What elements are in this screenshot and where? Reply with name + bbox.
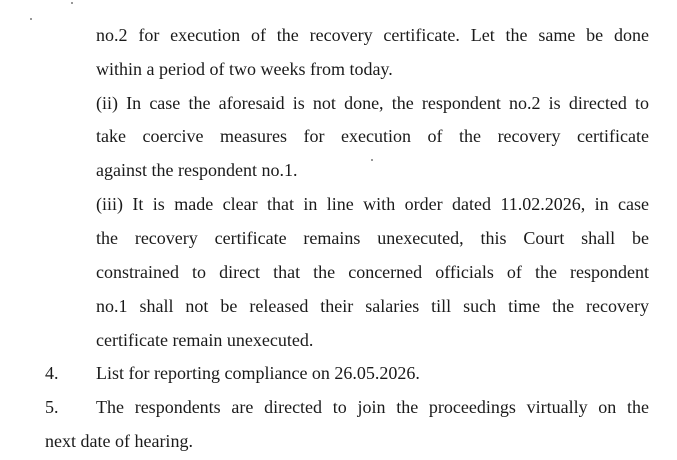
item-text-4: List for reporting compliance on 26.05.2026. — [96, 363, 420, 383]
item-number-4: 4. — [45, 363, 59, 383]
item-text-5-continuation: next date of hearing. — [45, 431, 193, 451]
scan-speck — [71, 2, 73, 4]
item-text-5: The respondents are directed to join the proceedings virtually on the — [96, 397, 649, 417]
body-line: within a period of two weeks from today. — [96, 59, 393, 79]
body-line: certificate remain unexecuted. — [96, 330, 314, 350]
body-line: (iii) It is made clear that in line with order dated 11.02.2026, in case — [96, 194, 649, 214]
body-line: take coercive measures for execution of the recovery certificate — [96, 126, 649, 146]
body-line: constrained to direct that the concerned officials of the respondent — [96, 262, 649, 282]
body-line: the recovery certificate remains unexecuted, this Court shall be — [96, 228, 649, 248]
body-line: no.2 for execution of the recovery certificate. Let the same be done — [96, 25, 649, 45]
body-line: (ii) In case the aforesaid is not done, the respondent no.2 is directed to — [96, 93, 649, 113]
body-line: no.1 shall not be released their salaries till such time the recovery — [96, 296, 649, 316]
body-line: against the respondent no.1. — [96, 160, 298, 180]
scan-speck — [30, 18, 32, 20]
item-number-5: 5. — [45, 397, 59, 417]
